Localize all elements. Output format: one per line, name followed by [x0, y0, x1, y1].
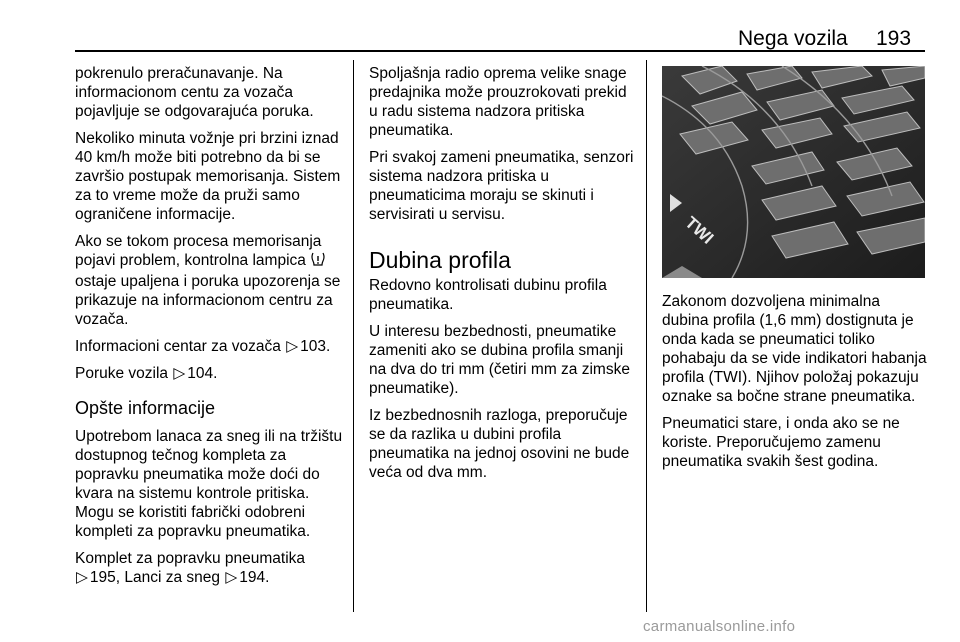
footer-watermark: carmanualsonline.info	[643, 618, 796, 635]
paragraph: Pneumatici stare, i onda ako se ne koriste. Preporučujemo zamenu pneumatika svakih šest godina.	[662, 415, 900, 470]
paragraph-text: Ako se tokom procesa memorisanja pojavi problem, kontrolna lampica	[75, 233, 322, 269]
page-reference-icon: ▷	[173, 365, 186, 382]
twi-label: TWI	[681, 212, 718, 248]
column-divider-2	[646, 60, 647, 612]
paragraph	[75, 232, 350, 329]
paragraph: pokrenulo preračunavanje. Na informacionom centu za vozača pojavljuje se odgovarajuća poruka.	[75, 65, 314, 120]
section-heading: Dubina profila	[369, 247, 511, 273]
page-reference-icon: ▷	[76, 569, 88, 586]
page-reference-link[interactable]: 103.	[300, 338, 331, 355]
page-reference-icon: ▷	[286, 338, 299, 355]
section-heading: Opšte informacije	[75, 398, 216, 418]
paragraph: Komplet za popravku pneumatika ▷ 195, Lanci za sneg ▷ 194.	[75, 550, 306, 586]
header-title: Nega vozila	[738, 27, 848, 50]
page-reference-link[interactable]: 194.	[239, 569, 270, 586]
tire-pressure-warning-icon	[310, 252, 326, 272]
paragraph: Nekoliko minuta vožnje pri brzini iznad 40 km/h može biti potrebno da bi se završio postupak memorisanja. Sistem za to vreme može da pruži samo ograničene informacije.	[75, 130, 341, 223]
paragraph: U interesu bezbednosti, pneumatike zameniti ako se dubina profila smanji na dva do tri mm (četiri mm za zimske pneumatike).	[369, 323, 630, 397]
column-divider-1	[353, 60, 354, 612]
page-reference-icon: ▷	[225, 569, 238, 586]
page-number: 193	[876, 27, 912, 50]
column-2	[369, 64, 639, 490]
paragraph: Poruke vozila ▷ 104.	[75, 365, 218, 382]
paragraph: Pri svakoj zameni pneumatika, senzori sistema nadzora pritiska u pneumaticima moraju se skinuti i servisirati u servisu.	[369, 149, 634, 223]
paragraph-text: ostaje upaljena i poruka upozorenja se prikazuje na informacionom centru za vozača.	[75, 273, 341, 328]
paragraph: Redovno kontrolisati dubinu profila pneumatika.	[369, 277, 607, 313]
paragraph: Iz bezbednosnih razloga, preporučuje se da razlika u dubini profila pneumatika na jednoj osovini ne bude veća od dva mm.	[369, 407, 630, 481]
paragraph: Spoljašnja radio oprema velike snage predajnika može prouzrokovati prekid u radu sistema nadzora pritiska pneumatika.	[369, 65, 627, 139]
tire-tread-illustration	[662, 66, 925, 278]
page-reference-link[interactable]: 104.	[187, 365, 218, 382]
paragraph: Zakonom dozvoljena minimalna dubina profila (1,6 mm) dostignuta je onda kada se pneumatici toliko pohabaju da se vide indikatori habanja profila (TWI). Njihov položaj pokazuju oznake sa bočne strane pneumatika.	[662, 293, 927, 405]
header-rule	[75, 50, 925, 52]
paragraph: Upotrebom lanaca za sneg ili na tržištu dostupnog tečnog kompleta za popravku pneumatika može doći do kvara na sistemu kontrole pritiska. Mogu se koristiti fabrički odobreni kompleti za popravku pneumatika.	[75, 428, 343, 540]
paragraph: Informacioni centar za vozača ▷ 103.	[75, 338, 331, 355]
column-3	[662, 292, 927, 479]
page-reference-link[interactable]: 195, Lanci za sneg	[89, 569, 221, 586]
column-1	[75, 64, 350, 595]
